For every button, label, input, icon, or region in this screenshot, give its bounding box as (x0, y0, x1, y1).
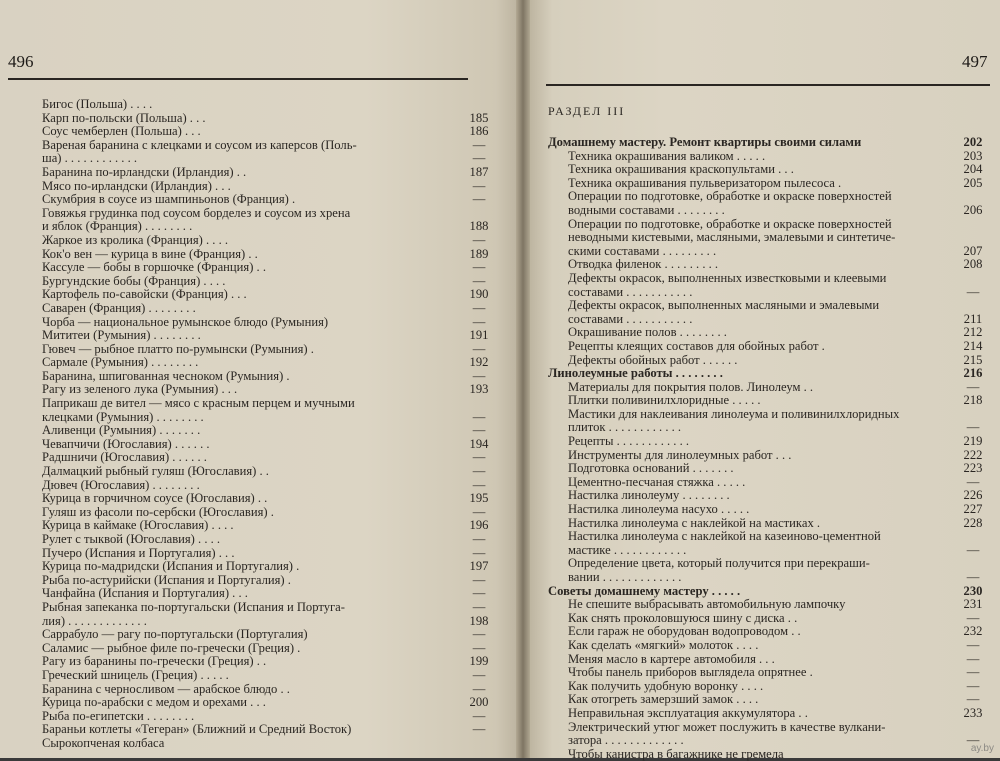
toc-entry-page: — (472, 573, 486, 587)
toc-entry-page: 188 (469, 220, 489, 234)
toc-entry-page: — (472, 424, 486, 438)
toc-entry-title: неводными кистевыми, масляными, эмалевыми и синтетиче- (568, 231, 896, 245)
toc-entry (548, 299, 988, 313)
toc-entry-page: 202 (963, 136, 983, 149)
toc-entry-title: Вареная баранина с клецками и соусом из каперсов (Поль- (42, 138, 357, 152)
toc-entry-page: — (472, 478, 486, 492)
toc-entry-title: Аливенци (Румыния) . . . . . . . (42, 424, 201, 438)
toc-entry-page: 200 (469, 696, 489, 710)
toc-entry-title: Дефекты обойных работ . . . . . . (568, 353, 738, 367)
toc-entry-title: Бургундские бобы (Франция) . . . . (42, 274, 226, 288)
toc-entry-title: Бараньи котлеты «Тегеран» (Ближний и Средний Восток) (42, 723, 352, 737)
toc-entry (548, 367, 988, 381)
toc-entry-page: 207 (963, 244, 983, 258)
toc-entry (42, 234, 492, 248)
toc-entry-title: Чтобы панель приборов выглядела опрятнее . (568, 666, 813, 680)
toc-entry-title: Чевапчичи (Югославия) . . . . . . (42, 437, 210, 451)
toc-entry-title: Подготовка оснований . . . . . . . (568, 462, 734, 476)
toc-entry (42, 356, 492, 370)
toc-entry (42, 683, 492, 697)
toc-entry-page: 212 (963, 326, 983, 340)
toc-entry-page: 211 (963, 312, 983, 326)
toc-entry-page: 223 (963, 462, 983, 476)
toc-entry (548, 476, 988, 490)
toc-entry-page: 208 (963, 258, 983, 272)
toc-entry-title: Карп по-польски (Польша) . . . (42, 111, 206, 125)
toc-entry (548, 707, 988, 721)
toc-entry (548, 530, 988, 544)
toc-entry-page: — (966, 421, 980, 435)
toc-entry (42, 547, 492, 561)
toc-entry-page: — (966, 693, 980, 707)
toc-entry (548, 313, 988, 327)
toc-entry-title: Настилка линолеума насухо . . . . . (568, 503, 750, 517)
toc-entry (42, 628, 492, 642)
toc-entry-title: Говяжья грудинка под соусом борделез и соусом из хрена (42, 206, 351, 220)
toc-entry-page: 199 (469, 655, 489, 669)
toc-entry-title: Сармале (Румыния) . . . . . . . . (42, 356, 199, 370)
toc-entry (548, 666, 988, 680)
toc-entry (42, 125, 492, 139)
toc-entry-title: Как сделать «мягкий» молоток . . . . (568, 638, 759, 652)
toc-entry-title: ша) . . . . . . . . . . . . (42, 152, 138, 166)
toc-entry-title: Саварен (Франция) . . . . . . . . (42, 301, 196, 315)
toc-entry-page: — (966, 285, 980, 299)
toc-entry (548, 136, 988, 150)
toc-entry (548, 544, 988, 558)
toc-entry (548, 462, 988, 476)
toc-entry-title: Курица в каймаке (Югославия) . . . . (42, 519, 234, 533)
toc-entry-page: — (472, 533, 486, 546)
toc-entry-page: 230 (963, 584, 983, 598)
toc-entry-page: — (472, 709, 486, 723)
toc-entry-title: Рецепты . . . . . . . . . . . . (568, 435, 690, 449)
toc-entry (42, 383, 492, 397)
toc-entry-page: — (472, 152, 486, 166)
toc-entry (42, 451, 492, 465)
toc-entry-page: 216 (963, 367, 983, 381)
left-page-number: 496 (8, 52, 34, 71)
toc-entry-page: 204 (963, 163, 983, 177)
toc-entry-title: Радшничи (Югославия) . . . . . . (42, 451, 207, 465)
toc-entry (42, 492, 492, 506)
toc-entry-title: Операции по подготовке, обработке и окраске поверхностей (568, 190, 892, 204)
toc-entry (42, 533, 492, 547)
toc-entry (548, 272, 988, 286)
toc-entry-page: — (966, 652, 980, 666)
toc-entry (42, 302, 492, 316)
toc-entry (548, 286, 988, 300)
toc-entry-title: Техника окрашивания валиком . . . . . (568, 149, 766, 163)
toc-entry-title: Материалы для покрытия полов. Линолеум . . (568, 380, 814, 394)
toc-entry (548, 585, 988, 599)
toc-entry-title: Рыбная запеканка по-португальски (Испания и Португа- (42, 600, 345, 614)
toc-entry-page: 228 (963, 516, 983, 530)
toc-entry (42, 642, 492, 656)
toc-entry-page: 214 (963, 339, 983, 353)
toc-entry (548, 421, 988, 435)
toc-entry (548, 680, 988, 694)
toc-entry-page: — (472, 193, 486, 207)
toc-entry-title: Цементно-песчаная стяжка . . . . . (568, 475, 746, 489)
toc-entry-title: Отводка филенок . . . . . . . . . (568, 258, 719, 272)
toc-entry (42, 411, 492, 425)
toc-entry (42, 574, 492, 588)
toc-entry-page: 206 (963, 203, 983, 217)
toc-entry-title: затора . . . . . . . . . . . . . (568, 734, 684, 748)
toc-entry (548, 204, 988, 218)
toc-entry-title: Рецепты клеящих составов для обойных работ . (568, 339, 825, 353)
toc-entry-title: Греческий шницель (Греция) . . . . . (42, 668, 229, 682)
toc-entry (42, 587, 492, 601)
toc-entry (548, 598, 988, 612)
toc-entry-page: — (966, 666, 980, 680)
toc-entry-title: Курица в горчичном соусе (Югославия) . . (42, 492, 268, 506)
toc-entry (42, 112, 492, 126)
toc-entry-title: Рагу из баранины по-гречески (Греция) . . (42, 655, 267, 669)
toc-entry (42, 343, 492, 357)
toc-entry (42, 370, 492, 384)
toc-entry (42, 207, 492, 221)
toc-entry-title: составами . . . . . . . . . . . (568, 312, 693, 326)
toc-entry-title: Техника окрашивания пульверизатором пылесоса . (568, 176, 842, 190)
right-toc-list (548, 136, 988, 761)
toc-entry (548, 381, 988, 395)
toc-entry-title: составами . . . . . . . . . . . (568, 285, 693, 299)
toc-entry (42, 166, 492, 180)
toc-entry (548, 557, 988, 571)
toc-entry-page: — (472, 546, 486, 560)
toc-entry-page: 191 (469, 329, 489, 343)
toc-entry (548, 245, 988, 259)
toc-entry-title: Бигос (Польша) . . . . (42, 98, 153, 111)
toc-entry-page: — (966, 543, 980, 557)
toc-entry-page: — (472, 668, 486, 682)
toc-entry-page: — (472, 179, 486, 193)
toc-entry-page: 222 (963, 448, 983, 462)
toc-entry-page: 218 (963, 394, 983, 408)
toc-entry-title: Неправильная эксплуатация аккумулятора . . (568, 706, 808, 720)
toc-entry-title: Окрашивание полов . . . . . . . . (568, 326, 727, 340)
toc-entry-page: 186 (469, 125, 489, 139)
toc-entry (42, 723, 492, 737)
toc-entry-page: — (472, 410, 486, 424)
toc-entry (42, 601, 492, 615)
toc-entry (548, 503, 988, 517)
toc-entry (42, 669, 492, 683)
toc-entry-title: Картофель по-савойски (Франция) . . . (42, 288, 247, 302)
toc-entry-title: Гуляш из фасоли по-сербски (Югославия) . (42, 505, 274, 519)
toc-entry (548, 734, 988, 748)
toc-entry-title: Мастики для наклеивания линолеума и поливинилхлоридных (568, 407, 900, 421)
toc-entry (548, 435, 988, 449)
toc-entry-page: — (472, 138, 486, 152)
toc-entry (42, 655, 492, 669)
toc-entry-title: Настилка линолеума с наклейкой на казеиново-цементной (568, 530, 881, 544)
toc-entry (548, 150, 988, 164)
toc-entry-title: Саламис — рыбное филе по-гречески (Греция) . (42, 641, 301, 655)
toc-entry-title: Настилка линолеума с наклейкой на мастиках . (568, 516, 821, 530)
toc-entry-title: Баранина, шпигованная чесноком (Румыния) . (42, 369, 290, 383)
toc-entry-page: — (966, 611, 980, 625)
toc-entry (548, 625, 988, 639)
toc-entry-page: — (966, 679, 980, 693)
toc-entry-page: 197 (469, 560, 489, 574)
toc-entry (42, 261, 492, 275)
toc-entry-page: 198 (469, 614, 489, 628)
toc-entry (42, 479, 492, 493)
toc-entry-title: Советы домашнему мастеру . . . . . (548, 584, 741, 598)
toc-entry-title: Дефекты окрасок, выполненных известковыми и клеевыми (568, 271, 887, 285)
toc-entry-page: — (472, 600, 486, 614)
toc-entry-page: — (472, 233, 486, 247)
toc-entry-page: 189 (469, 247, 489, 261)
watermark: ay.by (970, 743, 994, 754)
toc-entry-page: — (472, 315, 486, 329)
toc-entry (42, 248, 492, 262)
toc-entry-page: — (472, 342, 486, 356)
toc-entry-page: — (472, 261, 486, 275)
toc-entry (42, 438, 492, 452)
toc-entry-title: и яблок (Франция) . . . . . . . . (42, 220, 193, 234)
toc-entry-title: Инструменты для линолеумных работ . . . (568, 448, 792, 462)
toc-entry-title: Чорба — национальное румынское блюдо (Румыния) (42, 315, 329, 329)
toc-entry-page: — (472, 682, 486, 696)
toc-entry-page: — (966, 475, 980, 489)
toc-entry-title: Домашнему мастеру. Ремонт квартиры своими силами (548, 136, 862, 149)
toc-entry (548, 408, 988, 422)
toc-entry-title: Саррабуло — рагу по-португальски (Португалия) (42, 628, 308, 642)
toc-entry (42, 560, 492, 574)
left-toc-list (42, 98, 492, 751)
toc-entry (548, 394, 988, 408)
toc-entry-title: Как получить удобную воронку . . . . (568, 679, 764, 693)
toc-entry-title: Сырокопченая колбаса (42, 736, 165, 750)
toc-entry-title: Определение цвета, который получится при перекраши- (568, 557, 870, 571)
toc-entry-title: Как снять проколовшуюся шину с диска . . (568, 611, 798, 625)
toc-entry-page: 190 (469, 288, 489, 302)
toc-entry-title: Гювеч — рыбное платто по-румынски (Румыния) . (42, 342, 314, 356)
toc-entry (42, 275, 492, 289)
toc-entry-page: — (472, 587, 486, 601)
toc-entry-title: Мясо по-ирландски (Ирландия) . . . (42, 179, 231, 193)
toc-entry-page: — (472, 274, 486, 288)
toc-entry-title: Дефекты окрасок, выполненных масляными и эмалевыми (568, 299, 880, 313)
toc-entry-page: — (966, 380, 980, 394)
toc-entry-title: Рагу из зеленого лука (Румыния) . . . (42, 383, 238, 397)
toc-entry-title: лия) . . . . . . . . . . . . . (42, 614, 147, 628)
toc-entry-page: — (966, 571, 980, 584)
toc-entry-page: 187 (469, 165, 489, 179)
toc-entry (42, 98, 492, 112)
toc-entry (548, 721, 988, 735)
toc-entry-title: клецками (Румыния) . . . . . . . . (42, 410, 204, 424)
toc-entry-page: 192 (469, 356, 489, 370)
toc-entry-title: Дювеч (Югославия) . . . . . . . . (42, 478, 200, 492)
toc-entry-page: — (472, 723, 486, 737)
toc-entry-page: 195 (469, 492, 489, 506)
toc-entry (548, 489, 988, 503)
right-page-number: 497 (962, 52, 988, 71)
toc-entry (42, 220, 492, 234)
toc-entry-page: 205 (963, 176, 983, 190)
toc-entry (42, 152, 492, 166)
toc-entry (548, 231, 988, 245)
toc-entry-title: мастике . . . . . . . . . . . . (568, 543, 687, 557)
toc-entry-title: Как отогреть замерзший замок . . . . (568, 693, 759, 707)
toc-entry (548, 693, 988, 707)
toc-entry (42, 193, 492, 207)
toc-entry-title: Далмацкий рыбный гуляш (Югославия) . . (42, 465, 269, 479)
toc-entry (42, 710, 492, 724)
toc-entry-title: вании . . . . . . . . . . . . . (568, 571, 682, 584)
toc-entry-title: Курица по-арабски с медом и орехами . . . (42, 696, 266, 710)
toc-entry-page: — (472, 641, 486, 655)
toc-entry-title: Если гараж не оборудован водопроводом . . (568, 625, 801, 639)
toc-entry-title: Операции по подготовке, обработке и окраске поверхностей (568, 217, 892, 231)
toc-entry-page: 226 (963, 489, 983, 503)
toc-entry-title: Пучеро (Испания и Португалия) . . . (42, 546, 235, 560)
toc-entry (42, 397, 492, 411)
toc-entry-page: 232 (963, 625, 983, 639)
toc-entry (42, 737, 492, 751)
toc-entry (548, 340, 988, 354)
toc-entry-page: — (472, 369, 486, 383)
toc-entry (548, 449, 988, 463)
toc-entry-title: Линолеумные работы . . . . . . . . (548, 367, 723, 381)
toc-entry (548, 177, 988, 191)
toc-entry-title: Рыба по-египетски . . . . . . . . (42, 709, 195, 723)
toc-entry-title: Меняя масло в картере автомобиля . . . (568, 652, 775, 666)
toc-entry-page: — (472, 301, 486, 315)
toc-entry-page: 193 (469, 383, 489, 397)
toc-entry-page: 203 (963, 149, 983, 163)
toc-entry-title: Скумбрия в соусе из шампиньонов (Франция) . (42, 193, 296, 207)
toc-entry-title: Чтобы канистра в багажнике не гремела (568, 747, 784, 761)
toc-entry-title: Кассуле — бобы в горшочке (Франция) . . (42, 261, 266, 275)
section-title: РАЗДЕЛ III (548, 104, 626, 118)
toc-entry (548, 571, 988, 585)
toc-entry (548, 326, 988, 340)
toc-entry (548, 517, 988, 531)
toc-entry (42, 424, 492, 438)
toc-entry-title: Баранина по-ирландски (Ирландия) . . (42, 165, 247, 179)
toc-entry-title: Электрический утюг может послужить в качестве вулкани- (568, 720, 886, 734)
toc-entry (548, 218, 988, 232)
left-header-rule (8, 78, 468, 80)
toc-entry (42, 180, 492, 194)
toc-entry-title: Плитки поливинилхлоридные . . . . . (568, 394, 761, 408)
toc-entry-page: — (966, 734, 980, 748)
toc-entry (548, 354, 988, 368)
toc-entry-page: 215 (963, 353, 983, 367)
toc-entry (42, 519, 492, 533)
toc-entry (548, 653, 988, 667)
book-gutter (516, 0, 530, 758)
toc-entry (548, 163, 988, 177)
toc-entry-title: плиток . . . . . . . . . . . . (568, 421, 682, 435)
toc-entry-title: Настилка линолеуму . . . . . . . . (568, 489, 730, 503)
toc-entry (42, 288, 492, 302)
toc-entry-title: Кок'о вен — курица в вине (Франция) . . (42, 247, 258, 261)
toc-entry (42, 465, 492, 479)
toc-entry-title: Соус чемберлен (Польша) . . . (42, 125, 201, 139)
toc-entry-title: Не спешите выбрасывать автомобильную лампочку (568, 598, 846, 612)
toc-entry-page: 227 (963, 503, 983, 517)
toc-entry-page: — (472, 465, 486, 479)
toc-entry (42, 506, 492, 520)
toc-entry (548, 639, 988, 653)
toc-entry-page: 185 (469, 111, 489, 125)
toc-entry-page: — (472, 451, 486, 465)
toc-entry-title: Техника окрашивания краскопультами . . . (568, 163, 794, 177)
toc-entry-page: 233 (963, 706, 983, 720)
toc-entry-title: Жаркое из кролика (Франция) . . . . (42, 233, 229, 247)
toc-entry (42, 316, 492, 330)
toc-entry (548, 748, 988, 761)
toc-entry-title: водными составами . . . . . . . . (568, 203, 725, 217)
toc-entry-page: 196 (469, 519, 489, 533)
toc-entry-title: Баранина с черносливом — арабское блюдо . . (42, 682, 290, 696)
toc-entry-title: скими составами . . . . . . . . . (568, 244, 717, 258)
toc-entry-page: 194 (469, 437, 489, 451)
toc-entry (548, 612, 988, 626)
toc-entry (548, 258, 988, 272)
toc-entry-title: Паприкаш де вител — мясо с красным перцем и мучными (42, 397, 355, 411)
toc-entry-title: Чанфайна (Испания и Португалия) . . . (42, 587, 248, 601)
toc-entry (42, 139, 492, 153)
toc-entry (42, 329, 492, 343)
toc-entry-title: Курица по-мадридски (Испания и Португалия) . (42, 560, 300, 574)
toc-entry-page: — (472, 505, 486, 519)
toc-entry (42, 696, 492, 710)
toc-entry-page: 219 (963, 435, 983, 449)
right-header-rule (546, 84, 990, 86)
toc-entry-page: — (472, 628, 486, 642)
toc-entry-title: Рыба по-астурийски (Испания и Португалия) . (42, 573, 291, 587)
toc-entry (548, 190, 988, 204)
toc-entry-title: Рулет с тыквой (Югославия) . . . . (42, 533, 221, 546)
toc-entry-page: — (966, 638, 980, 652)
toc-entry-page: 231 (963, 598, 983, 612)
toc-entry (42, 615, 492, 629)
toc-entry-title: Мититеи (Румыния) . . . . . . . . (42, 329, 201, 343)
